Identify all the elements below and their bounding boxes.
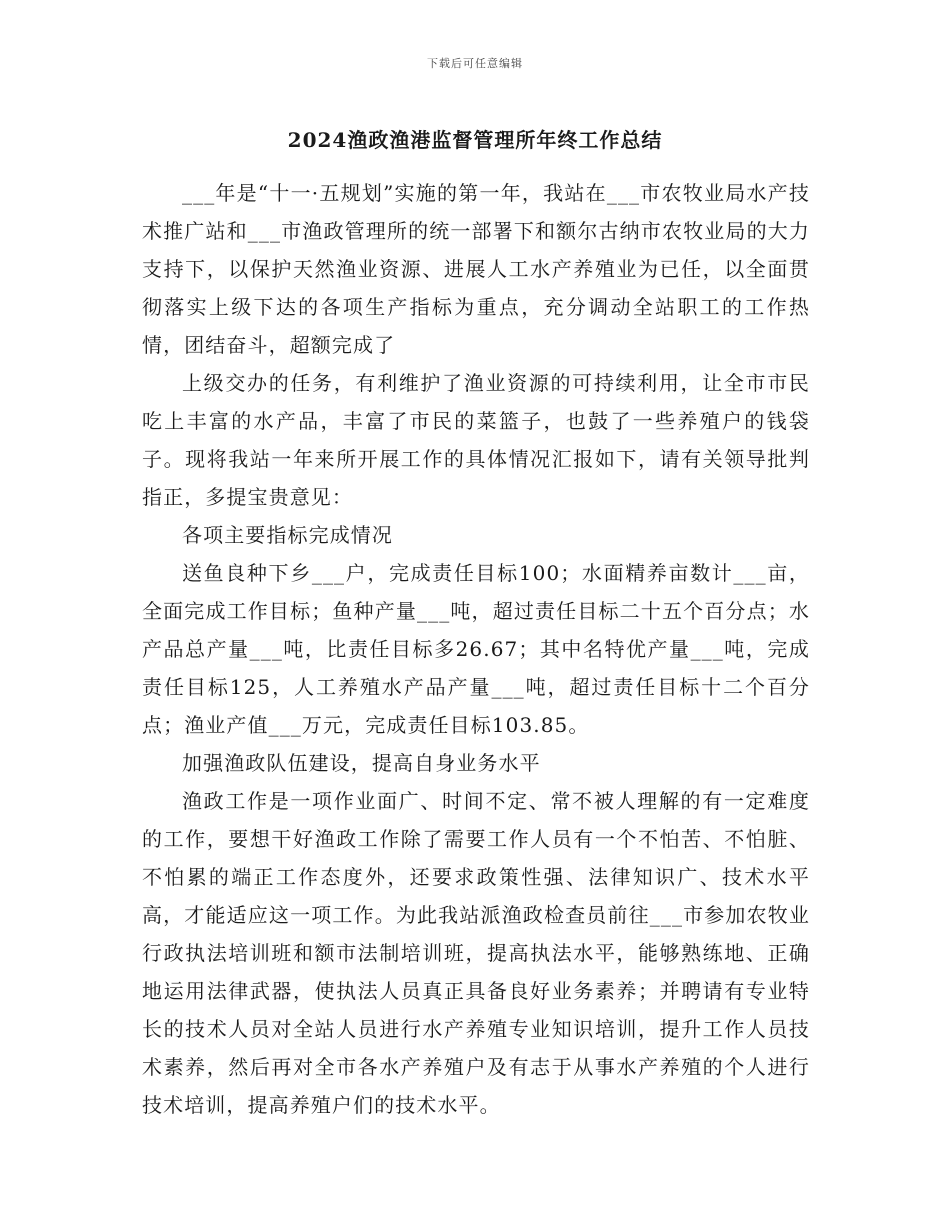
document-title: 2024渔政渔港监督管理所年终工作总结 bbox=[287, 128, 663, 152]
section-heading-team-building: 加强渔政队伍建设，提高自身业务水平 bbox=[182, 751, 541, 775]
document-body bbox=[142, 174, 810, 1124]
paragraph-indicators: 送鱼良种下乡___户，完成责任目标100；水面精养亩数计___亩，全面完成工作目标；鱼种产量___吨，超过责任目标二十五个百分点；水产品总产量___吨，比责任目标多26.67；其中名特优产量___吨，完成责任目标125，人工养殖水产品产量___吨，超过责任目标十二个百分点；渔业产值___万元，完成责任目标103.85。 bbox=[142, 561, 810, 737]
paragraph-summary: 上级交办的任务，有利维护了渔业资源的可持续利用，让全市市民吃上丰富的水产品，丰富了市民的菜篮子，也鼓了一些养殖户的钱袋子。现将我站一年来所开展工作的具体情况汇报如下，请有关领导批判指正，多提宝贵意见： bbox=[142, 371, 810, 509]
section-heading-indicators: 各项主要指标完成情况 bbox=[182, 523, 393, 547]
paragraph-intro: ___年是“十一·五规划”实施的第一年，我站在___市农牧业局水产技术推广站和___市渔政管理所的统一部署下和额尔古纳市农牧业局的大力支持下，以保护天然渔业资源、进展人工水产养殖业为已任，以全面贯彻落实上级下达的各项生产指标为重点，充分调动全站职工的工作热情，团结奋斗，超额完成了 bbox=[142, 181, 810, 357]
paragraph-team-building: 渔政工作是一项作业面广、时间不定、常不被人理解的有一定难度的工作，要想干好渔政工作除了需要工作人员有一个不怕苦、不怕脏、不怕累的端正工作态度外，还要求政策性强、法律知识广、技术水平高，才能适应这一项工作。为此我站派渔政检查员前往___市参加农牧业行政执法培训班和额市法制培训班，提高执法水平，能够熟练地、正确地运用法律武器，使执法人员真正具备良好业务素养；并聘请有专业特长的技术人员对全站人员进行水产养殖专业知识培训，提升工作人员技术素养，然后再对全市各水产养殖户及有志于从事水产养殖的个人进行技术培训，提高养殖户们的技术水平。 bbox=[142, 789, 810, 1117]
header-note: 下载后可任意编辑 bbox=[427, 57, 523, 70]
